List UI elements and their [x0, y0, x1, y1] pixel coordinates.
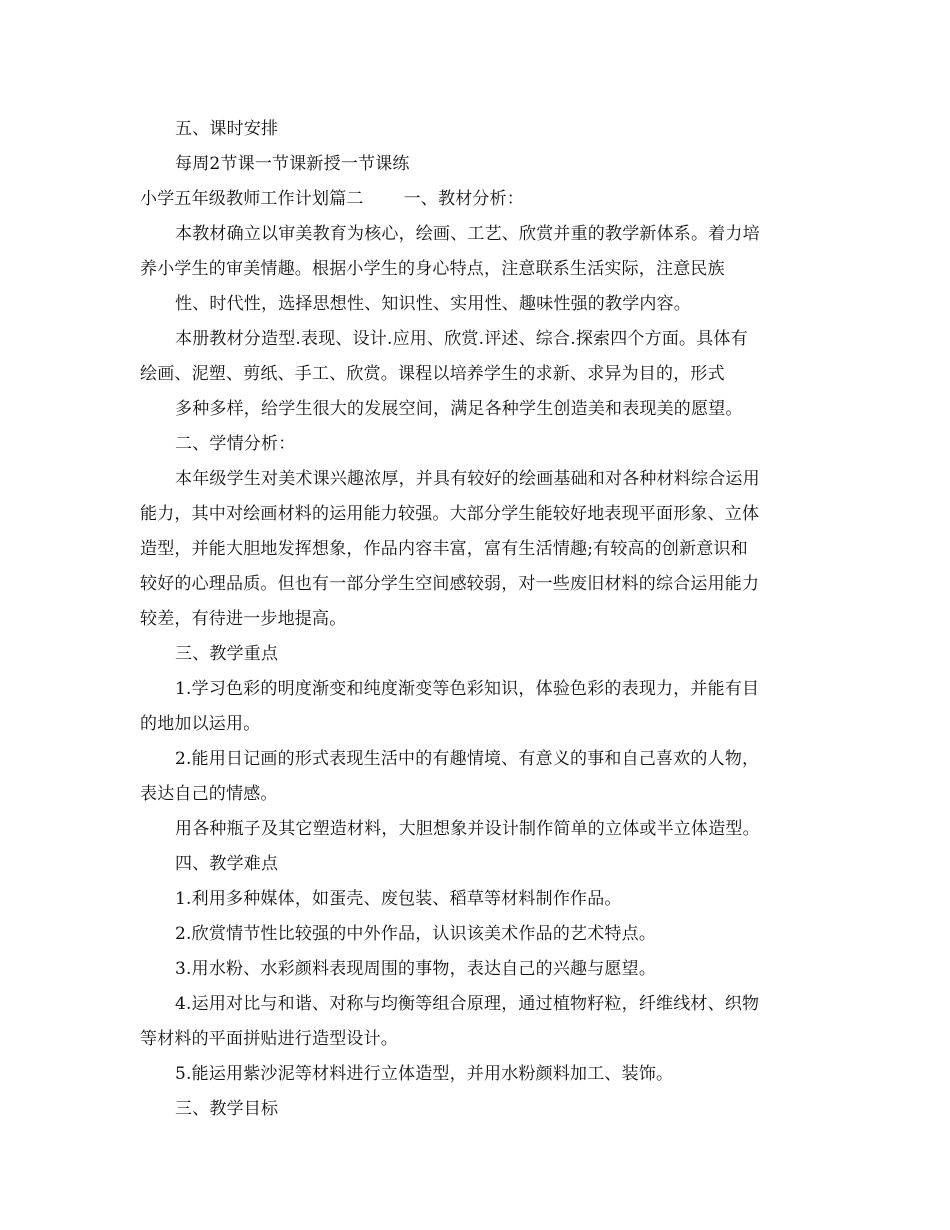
list-item: 4.运用对比与和谐、对称与均衡等组合原理，通过植物籽粒，纤维线材、织物	[175, 994, 760, 1014]
paragraph-line: 多种多样，给学生很大的发展空间，满足各种学生创造美和表现美的愿望。	[175, 399, 743, 419]
paragraph-line: 性、时代性，选择思想性、知识性、实用性、趣味性强的教学内容。	[175, 294, 691, 314]
list-item-continuation: 表达自己的情感。	[140, 784, 278, 804]
list-item: 1.学习色彩的明度渐变和纯度渐变等色彩知识，体验色彩的表现力，并能有目	[175, 679, 760, 699]
document-section-title: 小学五年级教师工作计划篇二	[140, 189, 364, 209]
paragraph-line: 较好的心理品质。但也有一部分学生空间感较弱，对一些废旧材料的综合运用能力	[140, 574, 760, 594]
paragraph-line: 能力，其中对绘画材料的运用能力较强。大部分学生能较好地表现平面形象、立体	[140, 504, 760, 524]
paragraph-line: 本册教材分造型.表现、设计.应用、欣赏.评述、综合.探索四个方面。具体有	[175, 329, 748, 349]
list-item: 5.能运用紫沙泥等材料进行立体造型，并用水粉颜料加工、装饰。	[175, 1064, 674, 1084]
heading-teaching-difficulties: 四、教学难点	[175, 854, 279, 874]
list-item-continuation: 的地加以运用。	[140, 714, 261, 734]
paragraph-line: 本年级学生对美术课兴趣浓厚，并具有较好的绘画基础和对各种材料综合运用	[175, 469, 760, 489]
list-item: 2.欣赏情节性比较强的中外作品，认识该美术作品的艺术特点。	[175, 924, 657, 944]
heading-teaching-goals: 三、教学目标	[175, 1099, 279, 1119]
list-item: 1.利用多种媒体，如蛋壳、废包装、稻草等材料制作作品。	[175, 889, 622, 909]
heading-class-hours: 五、课时安排	[175, 119, 279, 139]
list-item: 3.用水粉、水彩颜料表现周围的事物，表达自己的兴趣与愿望。	[175, 959, 657, 979]
paragraph-weekly-schedule: 每周2节课一节课新授一节课练	[175, 154, 410, 174]
heading-student-analysis: 二、学情分析：	[175, 434, 296, 454]
paragraph-line: 本教材确立以审美教育为核心，绘画、工艺、欣赏并重的教学新体系。着力培	[175, 224, 760, 244]
heading-textbook-analysis: 一、教材分析：	[403, 189, 525, 209]
heading-teaching-focus: 三、教学重点	[175, 644, 279, 664]
paragraph-line: 较差，有待进一步地提高。	[140, 609, 347, 629]
list-item-continuation: 等材料的平面拼贴进行造型设计。	[140, 1029, 398, 1049]
section-title-line	[0, 185, 950, 213]
paragraph-line: 养小学生的审美情趣。根据小学生的身心特点，注意联系生活实际，注意民族	[140, 259, 725, 279]
list-item: 2.能用日记画的形式表现生活中的有趣情境、有意义的事和自己喜欢的人物，	[175, 749, 760, 769]
paragraph-line: 绘画、泥塑、剪纸、手工、欣赏。课程以培养学生的求新、求异为目的，形式	[140, 364, 725, 384]
paragraph-line: 造型，并能大胆地发挥想象，作品内容丰富，富有生活情趣;有较高的创新意识和	[140, 539, 748, 559]
paragraph-line: 用各种瓶子及其它塑造材料，大胆想象并设计制作简单的立体或半立体造型。	[175, 819, 760, 839]
